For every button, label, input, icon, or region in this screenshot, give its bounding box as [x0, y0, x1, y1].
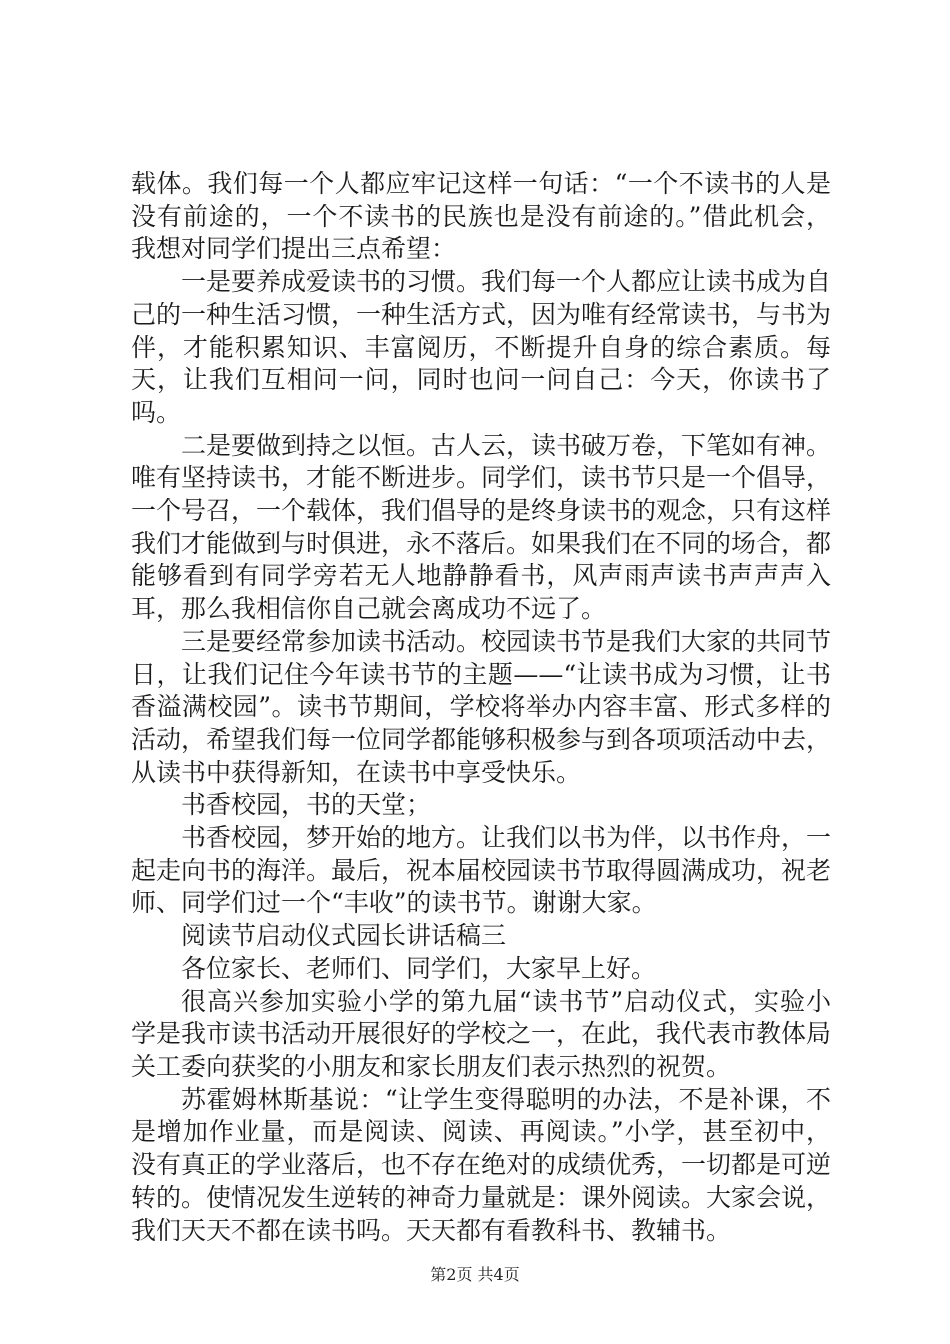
paragraph-hope-three: 三是要经常参加读书活动。校园读书节是我们大家的共同节日，让我们记住今年读书节的主题——“让读书成为习惯，让书香溢满校园”。读书节期间，学校将举办内容丰富、形式多样的活动，希望我们每一位同学都能够积极参与到各项项活动中去，从读书中获得新知，在读书中享受快乐。 — [131, 626, 832, 787]
paragraph-hope-two: 二是要做到持之以恒。古人云，读书破万卷，下笔如有神。唯有坚持读书，才能不断进步。同学们，读书节只是一个倡导，一个号召，一个载体，我们倡导的是终身读书的观念，只有这样我们才能做到与时俱进，永不落后。如果我们在不同的场合，都能够看到有同学旁若无人地静静看书，风声雨声读书声声声入耳，那么我相信你自己就会离成功不远了。 — [131, 430, 832, 624]
paragraph-slogan-line: 书香校园，书的天堂； — [181, 790, 432, 820]
paragraph-hope-one: 一是要养成爱读书的习惯。我们每一个人都应让读书成为自己的一种生活习惯，一种生活方式，因为唯有经常读书，与书为伴，才能积累知识、丰富阅历，不断提升自身的综合素质。每天，让我们互相问一问，同时也问一问自己：今天，你读书了吗。 — [131, 267, 832, 427]
document-body — [131, 168, 831, 1247]
paragraph-closing: 书香校园，梦开始的地方。让我们以书为伴，以书作舟，一起走向书的海洋。最后，祝本届校园读书节取得圆满成功，祝老师、同学们过一个“丰收”的读书节。谢谢大家。 — [131, 823, 832, 918]
paragraph-opening: 很高兴参加实验小学的第九届“读书节”启动仪式，实验小学是我市读书活动开展很好的学校之一，在此，我代表市教体局关工委向获奖的小朋友和家长朋友们表示热烈的祝贺。 — [131, 986, 832, 1081]
paragraph-greeting: 各位家长、老师们、同学们，大家早上好。 — [181, 953, 657, 983]
paragraph-quote: 苏霍姆林斯基说：“让学生变得聪明的办法，不是补课，不是增加作业量，而是阅读、阅读、再阅读。”小学，甚至初中，没有真正的学业落后，也不存在绝对的成绩优秀，一切都是可逆转的。使情况发生逆转的神奇力量就是：课外阅读。大家会说，我们天天不都在读书吗。天天都有看教科书、教辅书。 — [131, 1084, 832, 1245]
section-heading: 阅读节启动仪式园长讲话稿三 — [181, 921, 507, 951]
page-number-footer: 第2页 共4页 — [430, 1265, 520, 1284]
paragraph-continuation: 载体。我们每一个人都应牢记这样一句话：“一个不读书的人是没有前途的，一个不读书的民族也是没有前途的。”借此机会，我想对同学们提出三点希望： — [131, 169, 831, 264]
